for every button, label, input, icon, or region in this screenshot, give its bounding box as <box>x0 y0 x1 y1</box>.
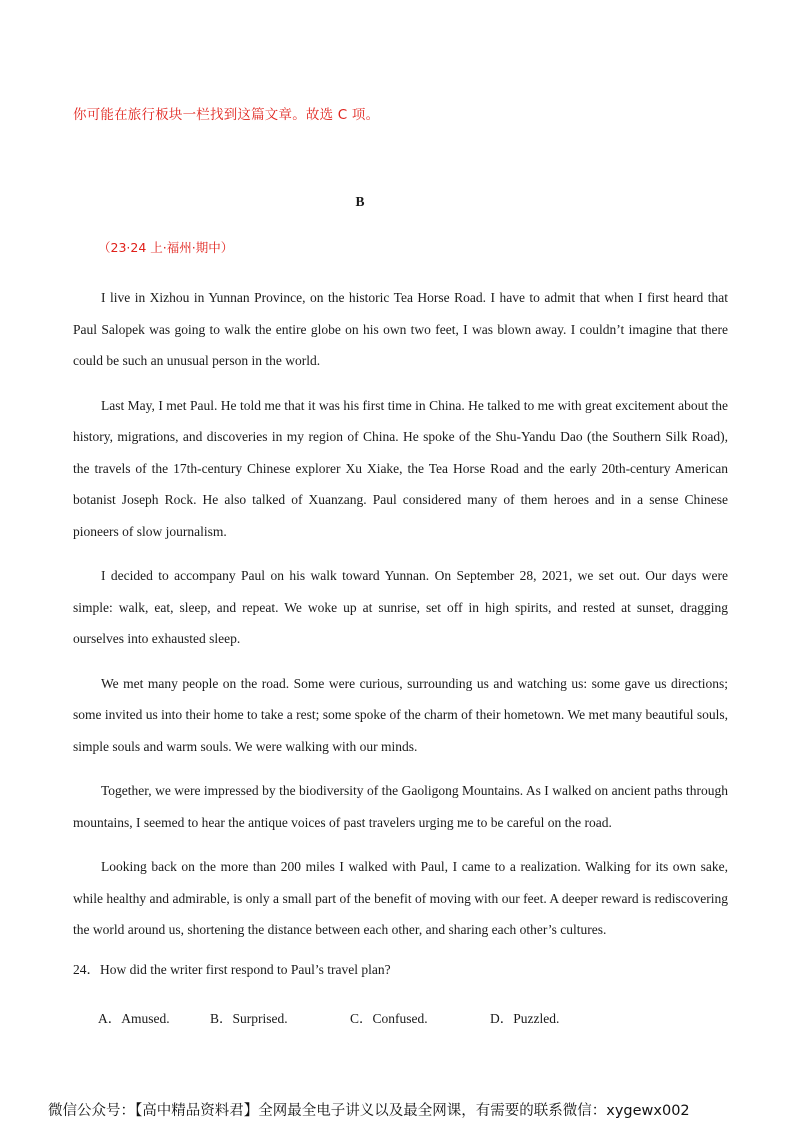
page-footer: 微信公众号：【高中精品资料君】全网最全电子讲义以及最全网课，有需要的联系微信：xygewx002 <box>48 1103 690 1119</box>
option-b: B．Surprised. <box>210 1011 288 1026</box>
paragraph: I live in Xizhou in Yunnan Province, on the historic Tea Horse Road. I have to admit that when I first heard that Paul Salopek was going to walk the entire globe on his own two feet, I was blown away. I couldn’t imagine that there could be such an unusual person in the world. <box>73 290 728 368</box>
paragraph: Looking back on the more than 200 miles I walked with Paul, I came to a realization. Walking for its own sake, while healthy and admirable, is only a small part of the benefit of moving with our feet. A deeper reward is rediscovering the world around us, shortening the distance between each other, and sharing each other’s cultures. <box>73 859 728 937</box>
answer-options <box>98 1007 590 1027</box>
paragraph: Together, we were impressed by the biodiversity of the Gaoligong Mountains. As I walked on ancient paths through mountains, I seemed to hear the antique voices of past travelers urging me to be careful on the road. <box>73 783 728 830</box>
section-heading: B <box>355 194 365 209</box>
option-d: D．Puzzled. <box>490 1011 560 1026</box>
option-c: C．Confused. <box>350 1011 428 1026</box>
paragraph: We met many people on the road. Some were curious, surrounding us and watching us: some gave us directions; some invited us into their home to take a rest; some spoke of the charm of their hometown. We met many beautiful souls, simple souls and warm souls. We were walking with our minds. <box>73 675 728 754</box>
paragraph: Last May, I met Paul. He told me that it was his first time in China. He talked to me with great excitement about the history, migrations, and discoveries in my region of China. He spoke of the Shu-Yandu Dao (the Southern Silk Road), the travels of the 17th-century Chinese explorer Xu Xiake, the Tea Horse Road and the early 20th-century American botanist Joseph Rock. He also talked of Xuanzang. Paul considered many of them heroes and in a sense Chinese pioneers of slow journalism. <box>73 397 728 539</box>
option-a: A．Amused. <box>98 1011 170 1026</box>
answer-explanation-note: 你可能在旅行板块一栏找到这篇文章。故选 C 项。 <box>73 107 380 123</box>
question-stem: 24．How did the writer first respond to Paul’s travel plan? <box>73 962 391 977</box>
source-label: （23·24 上·福州·期中） <box>98 240 234 255</box>
paragraph: I decided to accompany Paul on his walk toward Yunnan. On September 28, 2021, we set out. Our days were simple: walk, eat, sleep, and repeat. We woke up at sunrise, set off in high spirits, and rested at sunset, dragging ourselves into exhausted sleep. <box>73 568 728 646</box>
reading-passage <box>73 282 728 959</box>
